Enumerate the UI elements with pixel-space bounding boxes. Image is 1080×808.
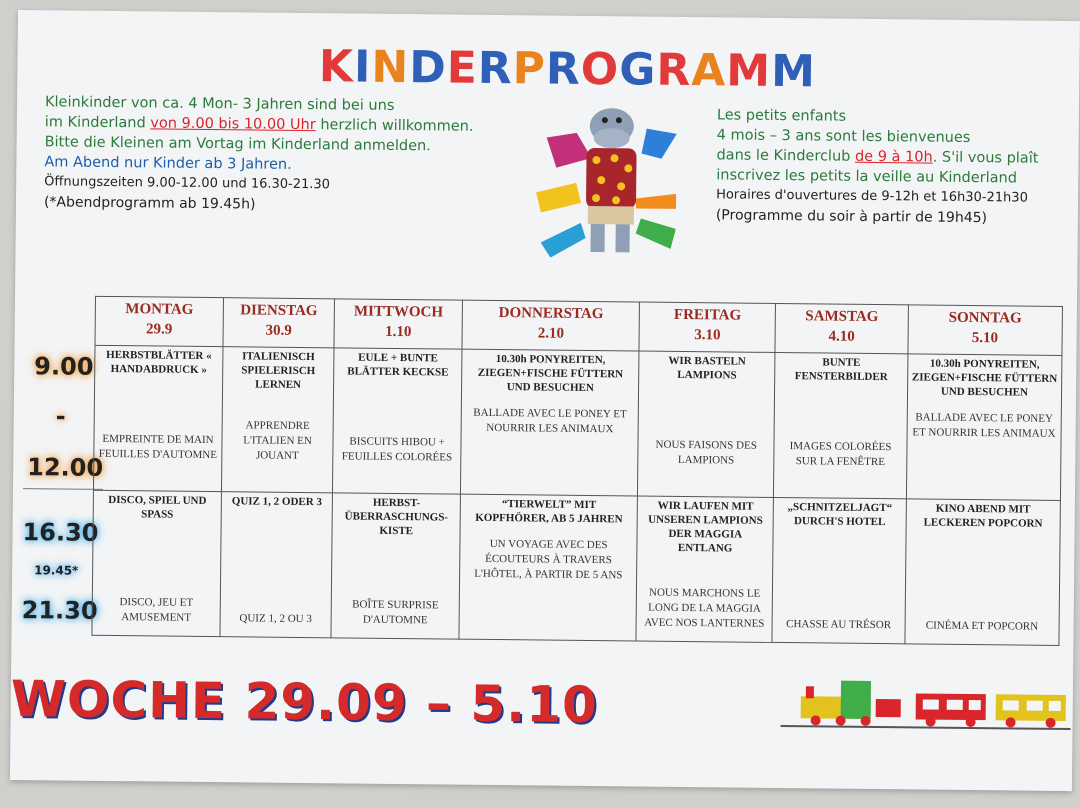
title-letter: M bbox=[726, 45, 772, 97]
activity-de: „SCHNITZELJAGT“ DURCH'S HOTEL bbox=[787, 501, 893, 529]
day-name: SONNTAG bbox=[948, 309, 1022, 327]
day-header bbox=[908, 305, 1063, 356]
activity-de: WIR LAUFEN MIT UNSEREN LAMPIONS DER MAGGIA ENTLANG bbox=[648, 499, 763, 555]
activity-fr: CINÉMA ET POPCORN bbox=[925, 619, 1039, 633]
intro-german bbox=[44, 92, 545, 217]
activity-fr bbox=[640, 567, 769, 568]
activity-de: 10.30h PONYREITEN, ZIEGEN+FISCHE FÜTTERN UND BESUCHEN bbox=[911, 357, 1058, 399]
activity-fr: NOUS FAISONS DES LAMPIONS bbox=[655, 438, 757, 467]
title-letter: M bbox=[770, 45, 817, 98]
activity-fr bbox=[97, 533, 218, 534]
day-date: 5.10 bbox=[971, 330, 999, 347]
page-title bbox=[317, 41, 818, 97]
activity-de: HERBSTBLÄTTER « HANDABDRUCK » bbox=[106, 348, 212, 376]
title-letter: K bbox=[318, 41, 355, 93]
intro-de-line4: Am Abend nur Kinder ab 3 Jahren. bbox=[44, 154, 292, 173]
activity-de: KINO ABEND MIT LECKEREN POPCORN bbox=[923, 502, 1043, 530]
activity-fr bbox=[465, 466, 635, 468]
morning-activity-cell bbox=[332, 348, 462, 494]
time-evening-end: 21.30 bbox=[21, 596, 98, 625]
time-morning-end: 12.00 bbox=[27, 453, 104, 482]
title-letter: R bbox=[477, 42, 513, 95]
evening-activity-cell bbox=[220, 492, 333, 638]
activity-fr bbox=[98, 388, 219, 389]
title-letter: P bbox=[512, 43, 547, 95]
title-letter: N bbox=[371, 41, 410, 94]
evening-activity-cell bbox=[331, 493, 461, 639]
day-header bbox=[775, 303, 908, 353]
day-header bbox=[95, 296, 224, 346]
week-footer: WOCHE 29.09 – 5.10 bbox=[10, 669, 599, 735]
activity-fr bbox=[778, 395, 903, 396]
schedule-evening-row bbox=[92, 490, 1060, 645]
activity-de: BUNTE FENSTERBILDER bbox=[794, 356, 888, 384]
intro-fr-line5: Horaires d'ouvertures de 9-12h et 16h30-21h30 bbox=[716, 187, 1028, 206]
intro-fr-line3c: . S'il vous plaît bbox=[932, 149, 1039, 167]
title-letter: E bbox=[446, 42, 479, 94]
intro-fr-line6: (Programme du soir à partir de 19h45) bbox=[715, 207, 988, 227]
evening-activity-cell bbox=[92, 490, 222, 636]
activity-fr: BALLADE AVEC LE PONEY ET NOURRIR LES ANIMAUX bbox=[912, 411, 1056, 440]
day-date: 2.10 bbox=[537, 325, 565, 342]
activity-fr: QUIZ 1, 2 OU 3 bbox=[239, 612, 312, 626]
activity-de: 10.30h PONYREITEN, ZIEGEN+FISCHE FÜTTERN UND BESUCHEN bbox=[477, 353, 624, 395]
schedule-table bbox=[91, 296, 1063, 646]
time-divider bbox=[23, 488, 103, 490]
intro-de-line6: (*Abendprogramm ab 19.45h) bbox=[43, 194, 256, 213]
activity-fr bbox=[337, 390, 458, 391]
day-name: SAMSTAG bbox=[805, 308, 879, 326]
activity-fr: IMAGES COLORÉES SUR LA FENÊTRE bbox=[789, 440, 892, 469]
title-letter: I bbox=[353, 41, 372, 93]
activity-fr: DISCO, JEU ET AMUSEMENT bbox=[119, 596, 194, 624]
intro-fr-line3a: dans le Kinderclub bbox=[716, 147, 856, 165]
activity-de: “TIERWELT” MIT KOPFHÖRER, AB 5 JAHREN bbox=[475, 498, 623, 526]
activity-fr: BISCUITS HIBOU + FEUILLES COLORÉES bbox=[341, 435, 453, 464]
morning-activity-cell bbox=[906, 354, 1062, 501]
activity-fr bbox=[463, 629, 633, 631]
day-header bbox=[334, 299, 463, 349]
intro-de-line3: Bitte die Kleinen am Vortag im Kinderland anmelden. bbox=[44, 134, 431, 155]
morning-activity-cell bbox=[93, 345, 223, 491]
activity-fr: BALLADE AVEC LE PONEY ET NOURRIR LES ANIMAUX bbox=[473, 406, 627, 436]
day-date: 1.10 bbox=[385, 323, 412, 341]
activity-fr bbox=[225, 520, 329, 521]
title-letter: R bbox=[656, 44, 692, 97]
day-name: DONNERSTAG bbox=[498, 305, 604, 323]
intro-french bbox=[716, 105, 1062, 229]
morning-activity-cell bbox=[461, 349, 639, 496]
intro-de-line5: Öffnungszeiten 9.00-12.00 und 16.30-21.30 bbox=[44, 174, 331, 193]
intro-de-line2a: im Kinderland bbox=[44, 114, 151, 132]
activity-fr bbox=[226, 403, 330, 404]
day-date: 29.9 bbox=[145, 321, 173, 338]
activity-fr bbox=[909, 541, 1056, 543]
intro-fr-line4: inscrivez les petits la veille au Kinderland bbox=[716, 167, 1018, 187]
flyer-sheet bbox=[10, 10, 1080, 791]
evening-activity-cell bbox=[636, 496, 774, 642]
intro-de-line2c: herzlich willkommen. bbox=[315, 117, 474, 135]
activity-de: ITALIENISCH SPIELERISCH LERNEN bbox=[241, 350, 316, 391]
day-name: DIENSTAG bbox=[240, 302, 318, 320]
activity-fr bbox=[642, 394, 771, 395]
morning-activity-cell bbox=[221, 347, 334, 493]
activity-fr bbox=[910, 470, 1057, 472]
train-icon bbox=[781, 668, 1072, 731]
activity-fr bbox=[777, 540, 902, 541]
activity-fr bbox=[335, 549, 456, 550]
activity-fr: APPRENDRE L'ITALIEN EN JOUANT bbox=[243, 419, 312, 462]
intro-fr-line2: 4 mois – 3 ans sont les bienvenues bbox=[716, 127, 971, 146]
day-name: MITTWOCH bbox=[353, 303, 444, 321]
title-letter: A bbox=[690, 45, 727, 97]
intro-fr-line1: Les petits enfants bbox=[716, 107, 847, 125]
intro-fr-hours: de 9 à 10h bbox=[854, 148, 933, 166]
day-date: 4.10 bbox=[828, 328, 855, 345]
time-dash: - bbox=[55, 402, 66, 431]
title-letter: R bbox=[545, 43, 582, 95]
activity-de: WIR BASTELN LAMPIONS bbox=[668, 354, 746, 382]
intro-de-line1: Kleinkinder von ca. 4 Mon- 3 Jahren sind bei uns bbox=[44, 94, 395, 114]
day-header bbox=[639, 302, 776, 352]
day-header bbox=[462, 300, 639, 351]
day-date: 30.9 bbox=[265, 322, 292, 339]
day-name: FREITAG bbox=[673, 306, 742, 324]
time-morning-start: 9.00 bbox=[34, 352, 94, 381]
evening-activity-cell bbox=[905, 499, 1061, 646]
activity-de: DISCO, SPIEL UND SPASS bbox=[108, 493, 207, 521]
title-letter: D bbox=[408, 42, 448, 94]
evening-activity-cell bbox=[459, 494, 637, 641]
day-header bbox=[223, 298, 335, 348]
schedule-morning-row bbox=[93, 345, 1061, 500]
title-letter: G bbox=[618, 44, 657, 96]
activity-fr: EMPREINTE DE MAIN FEUILLES D'AUTOMNE bbox=[98, 432, 218, 462]
activity-de: HERBST-ÜBERRASCHUNGS-KISTE bbox=[344, 496, 449, 538]
morning-activity-cell bbox=[638, 351, 776, 497]
activity-fr: NOUS MARCHONS LE LONG DE LA MAGGIA AVEC NOS LANTERNES bbox=[644, 586, 765, 630]
time-evening-start: 16.30 bbox=[22, 518, 99, 547]
day-date: 3.10 bbox=[694, 327, 721, 344]
title-letter: O bbox=[580, 43, 620, 96]
evening-activity-cell bbox=[772, 497, 906, 643]
activity-fr: CHASSE AU TRÉSOR bbox=[786, 618, 892, 632]
activity-de: EULE + BUNTE BLÄTTER KECKSE bbox=[347, 351, 449, 379]
day-name: MONTAG bbox=[125, 301, 194, 318]
activity-fr: BOÎTE SURPRISE D'AUTOMNE bbox=[352, 598, 439, 627]
morning-activity-cell bbox=[774, 352, 908, 498]
activity-de: QUIZ 1, 2 ODER 3 bbox=[231, 495, 323, 509]
intro-de-hours: von 9.00 bis 10.00 Uhr bbox=[150, 115, 316, 134]
hippo-mascot-icon bbox=[535, 97, 687, 269]
activity-fr: UN VOYAGE AVEC DES ÉCOUTEURS À TRAVERS L'HÔTEL, À PARTIR DE 5 ANS bbox=[474, 537, 623, 582]
time-evening-program: 19.45* bbox=[34, 563, 79, 578]
